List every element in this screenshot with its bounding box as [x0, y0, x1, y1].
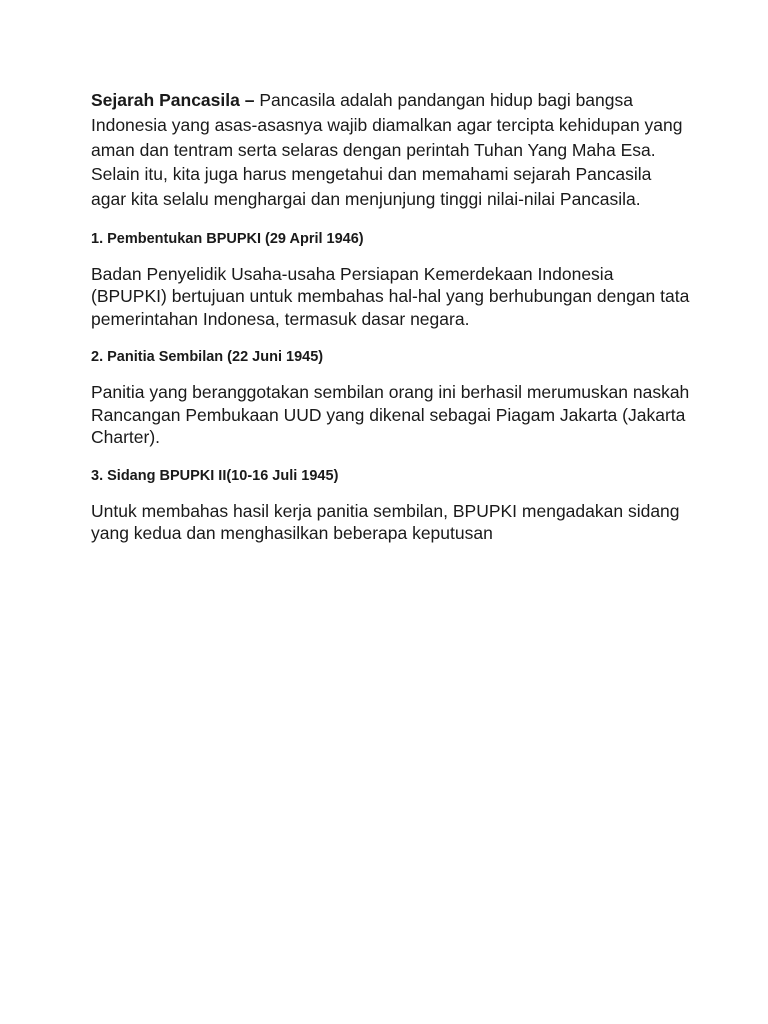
section-heading-2: 2. Panitia Sembilan (22 Juni 1945)	[91, 349, 324, 366]
document-page	[91, 88, 691, 545]
intro-paragraph	[91, 88, 691, 212]
section-heading-1: 1. Pembentukan BPUPKI (29 April 1946)	[91, 230, 364, 247]
section-body-2: Panitia yang beranggotakan sembilan orang ini berhasil merumuskan naskah Rancangan Pembukaan UUD yang dikenal sebagai Piagam Jakarta (Jakarta Charter).	[91, 382, 690, 448]
section-heading-3: 3. Sidang BPUPKI II(10-16 Juli 1945)	[91, 467, 339, 484]
section-body-1: Badan Penyelidik Usaha-usaha Persiapan Kemerdekaan Indonesia (BPUPKI) bertujuan untuk membahas hal-hal yang berhubungan dengan tata pemerintahan Indonesa, termasuk dasar negara.	[91, 263, 690, 329]
intro-lead: Sejarah Pancasila –	[91, 90, 255, 110]
intro-text: Pancasila adalah pandangan hidup bagi bangsa Indonesia yang asas-asasnya wajib diamalkan agar tercipta kehidupan yang aman dan tentram serta selaras dengan perintah Tuhan Yang Maha Esa. Selain itu, kita juga harus mengetahui dan memahami sejarah Pancasila agar kita selalu menghargai dan menjunjung tinggi nilai-nilai Pancasila.	[91, 90, 683, 210]
section-body-3: Untuk membahas hasil kerja panitia sembilan, BPUPKI mengadakan sidang yang kedua dan menghasilkan beberapa keputusan	[91, 500, 680, 544]
